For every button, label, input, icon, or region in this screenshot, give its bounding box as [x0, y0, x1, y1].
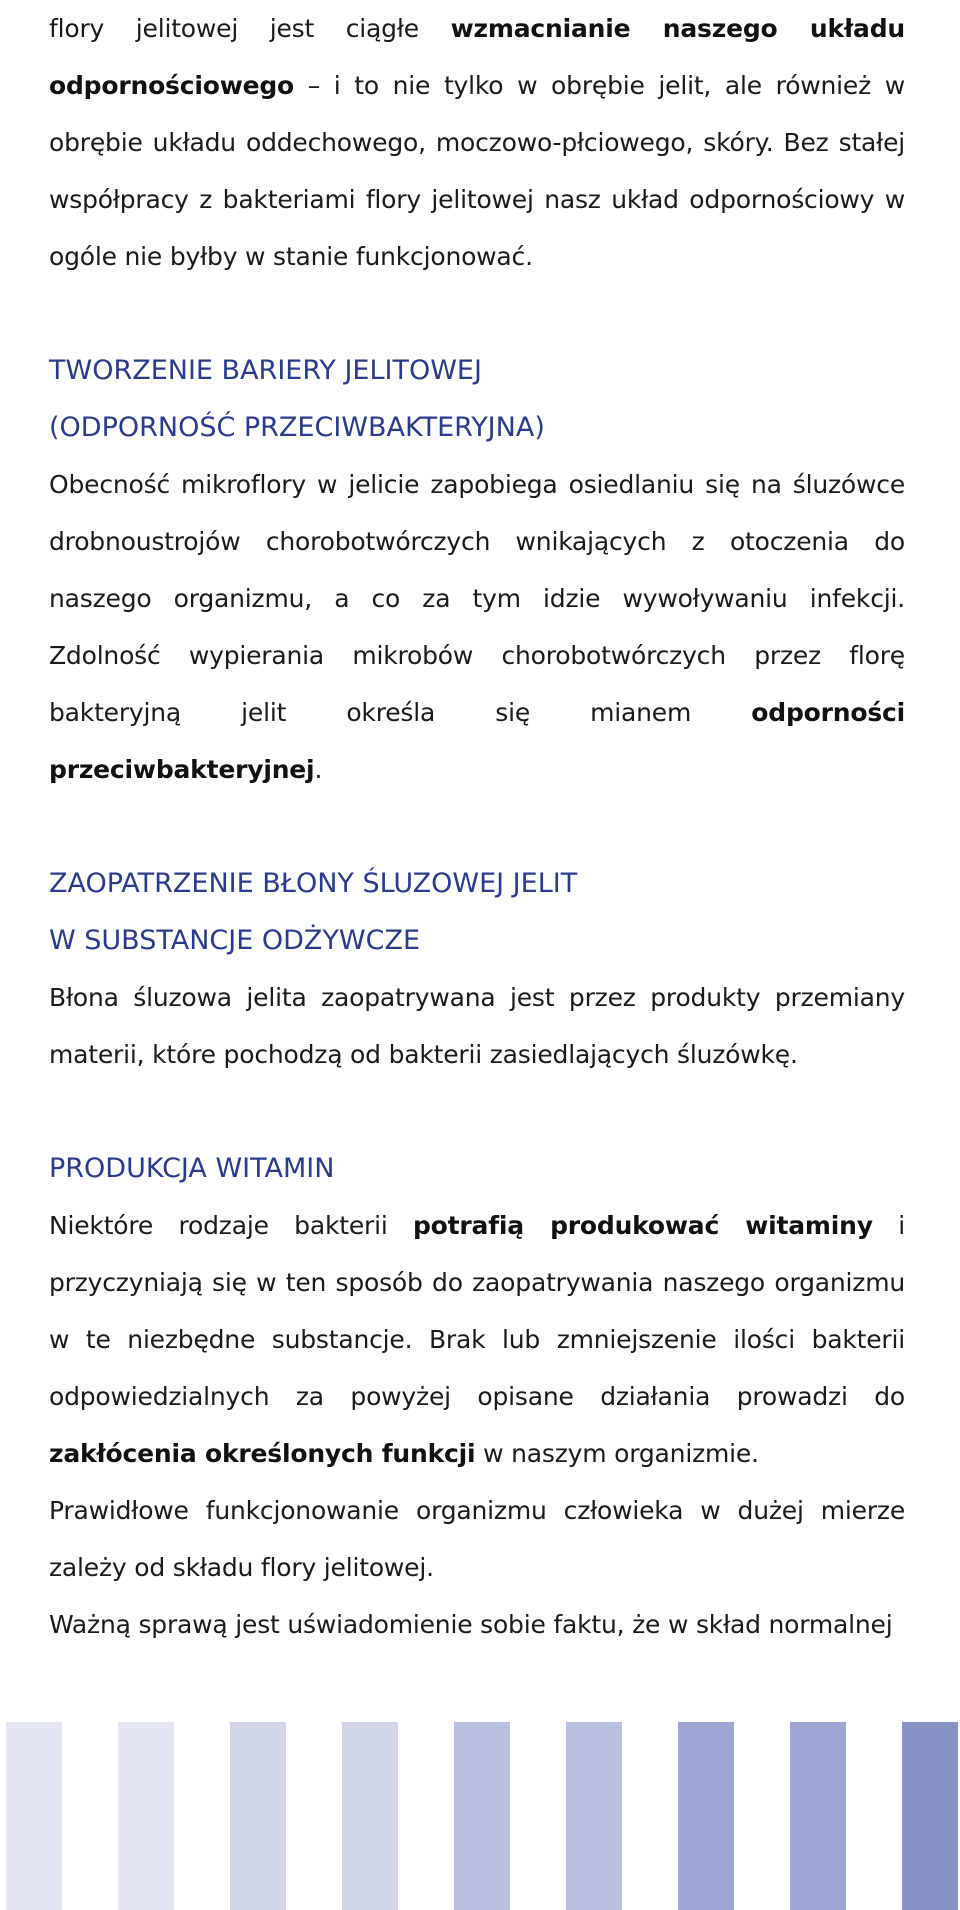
section3-paragraph-2: Prawidłowe funkcjonowanie organizmu człowieka w dużej mierze zależy od składu flory jelitowej.	[49, 1496, 905, 1582]
section1-heading-line2: (ODPORNOŚĆ PRZECIWBAKTERYJNA)	[49, 412, 545, 443]
section1-heading-line1: TWORZENIE BARIERY JELITOWEJ	[49, 355, 482, 386]
section3-text-2: i przyczyniają się w ten sposób do zaopatrywania naszego organizmu w te niezbędne substancje. Brak lub zmniejszenie ilości bakterii odpowiedzialnych za powyżej opisane działania prowadzi do	[49, 1211, 905, 1411]
section1-text-1: Obecność mikroflory w jelicie zapobiega osiedlaniu się na śluzówce drobnoustrojów chorobotwórczych wnikających z otoczenia do naszego organizmu, a co za tym idzie wywoływaniu infekcji. Zdolność wypierania mikrobów chorobotwórczych przez florę bakteryjną jelit określa się mianem	[49, 470, 905, 727]
stripe	[454, 1722, 510, 1910]
stripe	[230, 1722, 286, 1910]
stripe	[566, 1722, 622, 1910]
section1-bold-1: odporności przeciwbakteryjnej	[49, 698, 905, 784]
section1-text-2: .	[314, 755, 323, 784]
intro-text-1: flory jelitowej jest ciągłe	[49, 14, 451, 43]
section3-text-1: Niektóre rodzaje bakterii	[49, 1211, 413, 1240]
section3-paragraph-3: Ważną sprawą jest uświadomienie sobie faktu, że w skład normalnej	[49, 1610, 893, 1639]
spacer	[49, 1083, 905, 1140]
section3-heading: PRODUKCJA WITAMIN	[49, 1153, 335, 1184]
intro-text-2: – i to nie tylko w obrębie jelit, ale również w obrębie układu oddechowego, moczowo-płciowego, skóry. Bez stałej współpracy z bakteriami flory jelitowej nasz układ odpornościowy w ogóle nie byłby w stanie funkcjonować.	[49, 71, 905, 271]
section3-bold-2: zakłócenia określonych funkcji	[49, 1439, 476, 1468]
stripe	[6, 1722, 62, 1910]
section2-heading-line1: ZAOPATRZENIE BŁONY ŚLUZOWEJ JELIT	[49, 868, 578, 899]
section2-paragraph: Błona śluzowa jelita zaopatrywana jest przez produkty przemiany materii, które pochodzą od bakterii zasiedlających śluzówkę.	[49, 983, 905, 1069]
stripe	[678, 1722, 734, 1910]
section3-text-3: w naszym organizmie.	[475, 1439, 759, 1468]
stripe	[902, 1722, 958, 1910]
section1-paragraph	[49, 456, 905, 798]
section3-bold-1: potrafią produkować witaminy	[412, 1211, 873, 1240]
spacer	[49, 285, 905, 342]
decorative-stripes	[0, 1722, 960, 1910]
document-body	[49, 0, 905, 1653]
stripe	[118, 1722, 174, 1910]
spacer	[49, 798, 905, 855]
stripe	[790, 1722, 846, 1910]
intro-bold-1: wzmacnianie naszego układu odpornościowego	[49, 14, 905, 100]
section2-heading-line2: W SUBSTANCJE ODŻYWCZE	[49, 925, 421, 956]
intro-paragraph	[49, 0, 905, 285]
stripe	[342, 1722, 398, 1910]
section3-paragraph-1	[49, 1197, 905, 1482]
